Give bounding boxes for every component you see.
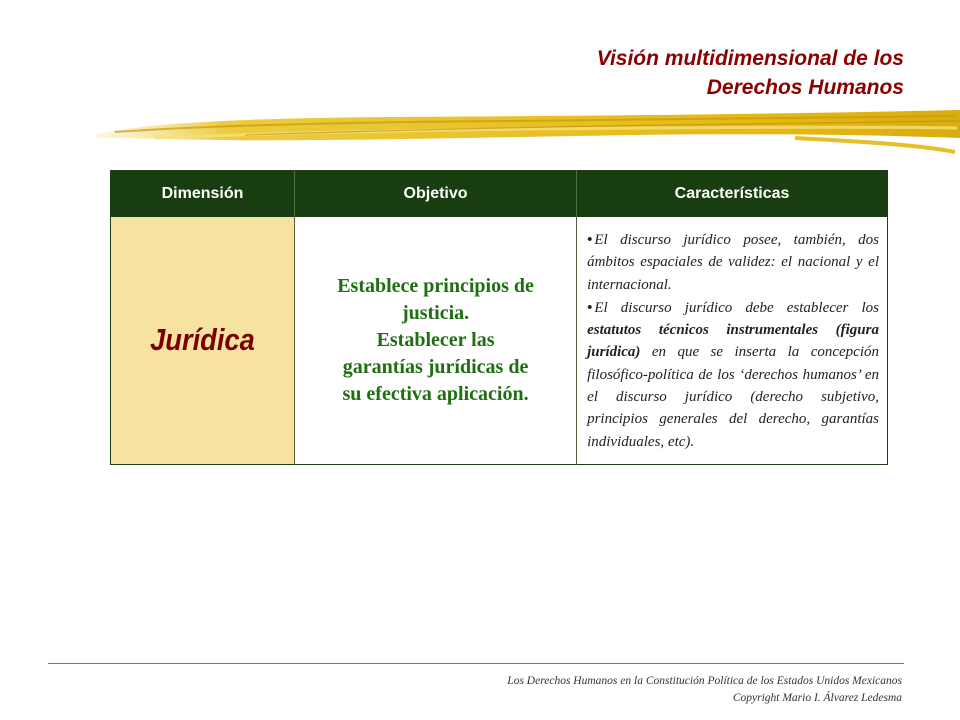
footer-line-2: Copyright Mario I. Álvarez Ledesma: [732, 692, 902, 704]
footer-divider: [48, 663, 904, 664]
dimensions-table: [110, 170, 888, 465]
bullet-icon: •: [587, 232, 593, 248]
objective-line: Establece principios de: [337, 274, 534, 297]
objective-cell: [295, 217, 577, 464]
header-characteristics: Características: [577, 171, 888, 218]
header-dimension: Dimensión: [111, 171, 295, 218]
footer-line-1: Los Derechos Humanos en la Constitución Política de los Estados Unidos Mexicanos: [507, 675, 902, 687]
header-objective: Objetivo: [295, 171, 577, 218]
bullet-1-text: El discurso jurídico posee, también, dos ámbitos espaciales de validez: el nacional y el internacional.: [587, 232, 879, 293]
slide-title-line-1: Visión multidimensional de los: [596, 47, 904, 70]
objective-line: su efectiva aplicación.: [342, 382, 529, 405]
dimension-cell: [111, 217, 295, 464]
bullet-2-text-end: en que se inserta la concepción filosófico-política de los ‘derechos humanos’ en el discurso jurídico (derecho subjetivo, principios generales del derecho, garantías individuales, etc).: [587, 344, 879, 450]
characteristics-bullet-1: [587, 229, 879, 296]
slide-title-line-2: Derechos Humanos: [706, 76, 904, 99]
table-row: [111, 217, 888, 464]
objective-line: justicia.: [401, 301, 470, 324]
brush-stroke-decoration: [95, 108, 960, 156]
table-header-row: [111, 171, 888, 218]
slide-title: [597, 44, 904, 102]
bullet-icon: •: [587, 299, 593, 316]
bullet-2-text-start: El discurso jurídico debe establecer los: [594, 299, 879, 316]
footer: [507, 673, 902, 707]
dimension-label: Jurídica: [150, 322, 255, 358]
bullet-2-bold-text: estatutos técnicos instrumentales (figura jurídica): [587, 322, 879, 361]
characteristics-bullet-2: [587, 297, 879, 453]
objective-line: Establecer las: [376, 328, 495, 351]
characteristics-cell: [577, 217, 888, 464]
objective-line: garantías jurídicas de: [342, 355, 529, 378]
